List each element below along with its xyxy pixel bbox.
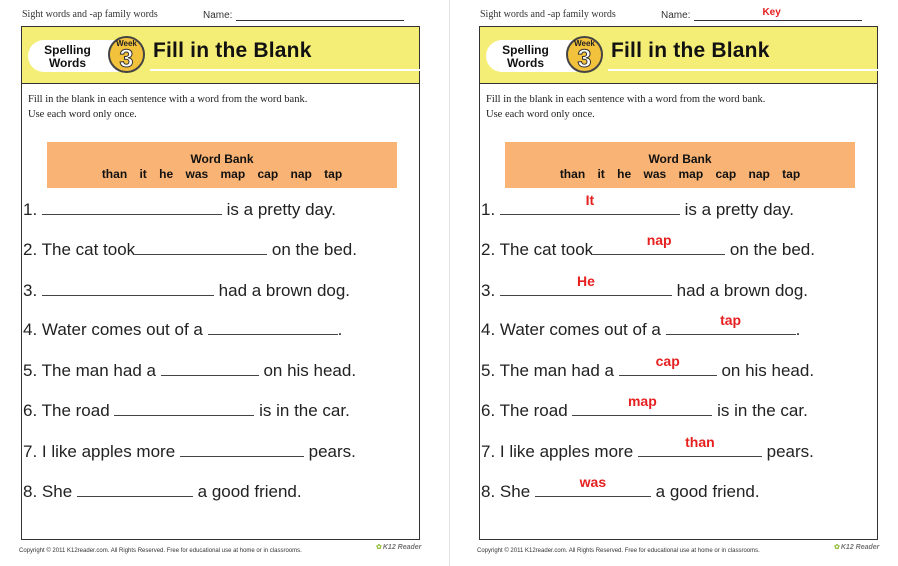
answer-blank[interactable]: [180, 442, 304, 457]
copyright-footer: Copyright © 2011 K12reader.com. All Rights Reserved. Free for educational use at home or in classrooms.: [477, 548, 760, 554]
worksheet-answer-key: [458, 0, 898, 566]
answer-text: tap: [720, 312, 742, 328]
week-number: 3: [577, 45, 592, 73]
answer-blank[interactable]: [666, 312, 796, 335]
name-line: [694, 7, 862, 21]
words-text: Words: [48, 56, 87, 70]
instructions-line-1: Fill in the blank in each sentence with a word from the word bank.: [28, 94, 308, 105]
answer-blank[interactable]: [135, 240, 267, 255]
spelling-words-label: [498, 44, 553, 70]
word-bank: [505, 142, 855, 188]
answer-text: nap: [646, 232, 672, 248]
sentence-6: 6. The road map is in the car.: [481, 393, 808, 420]
copyright-footer: Copyright © 2011 K12reader.com. All Rights Reserved. Free for educational use at home or in classrooms.: [19, 548, 302, 554]
answer-text: He: [576, 273, 595, 289]
sentence-1: 1. is a pretty day.: [23, 200, 336, 219]
answer-blank[interactable]: [593, 232, 725, 255]
word-bank-title: Word Bank: [648, 152, 712, 166]
answer-blank[interactable]: [42, 281, 214, 296]
sentence-5: 5. The man had a cap on his head.: [481, 353, 815, 380]
answer-blank[interactable]: [572, 393, 712, 416]
sentence-5: 5. The man had a on his head.: [23, 361, 357, 380]
spelling-words-label: [40, 44, 95, 70]
answer-blank[interactable]: [500, 273, 672, 296]
answer-blank[interactable]: [638, 434, 762, 457]
spelling-text: Spelling: [502, 43, 549, 57]
sentence-1: 1. It is a pretty day.: [481, 192, 794, 219]
sentence-7: 7. I like apples more than pears.: [481, 434, 814, 461]
name-label: Name:: [203, 10, 233, 21]
spelling-text: Spelling: [44, 43, 91, 57]
sentence-6: 6. The road is in the car.: [23, 401, 350, 420]
name-label: Name:: [661, 10, 691, 21]
word-bank-title: Word Bank: [190, 152, 254, 166]
sentence-7: 7. I like apples more pears.: [23, 442, 356, 461]
answer-blank[interactable]: [208, 320, 338, 335]
answer-text: cap: [655, 353, 680, 369]
title-underline: [150, 69, 420, 71]
sentence-4: 4. Water comes out of a tap .: [481, 312, 801, 339]
instructions-line-2: Use each word only once.: [28, 109, 137, 120]
sentence-8: 8. She was a good friend.: [481, 474, 760, 501]
answer-blank[interactable]: [535, 474, 651, 497]
week-label: Week: [574, 39, 595, 48]
worksheet-blank: [0, 0, 440, 566]
sentence-3: 3. had a brown dog.: [23, 281, 351, 300]
answer-text: map: [627, 393, 657, 409]
instructions: [486, 92, 765, 122]
page-divider: [449, 0, 450, 566]
week-badge: [566, 36, 603, 73]
instructions-line-1: Fill in the blank in each sentence with a word from the word bank.: [486, 94, 766, 105]
word-bank: [47, 142, 397, 188]
week-number: 3: [119, 45, 134, 73]
answer-blank[interactable]: [619, 353, 717, 376]
answer-blank[interactable]: [500, 192, 680, 215]
name-line: [236, 10, 404, 21]
k12-reader-logo: ✿K12 Reader: [834, 544, 880, 551]
page-title: Fill in the Blank: [153, 39, 312, 62]
sentence-4: 4. Water comes out of a .: [23, 320, 343, 339]
logo-mark-icon: ✿: [834, 544, 840, 551]
week-badge: [108, 36, 145, 73]
sentence-8: 8. She a good friend.: [23, 482, 302, 501]
k12-reader-logo: ✿K12 Reader: [376, 544, 422, 551]
sentence-2: 2. The cat took on the bed.: [23, 240, 357, 259]
sentence-3: 3. He had a brown dog.: [481, 273, 809, 300]
title-banner: [22, 27, 419, 84]
top-label: Sight words and -ap family words: [22, 9, 158, 20]
title-underline: [608, 69, 878, 71]
top-label: Sight words and -ap family words: [480, 9, 616, 20]
word-bank-words: than it he was map cap nap tap: [101, 167, 343, 181]
instructions: [28, 92, 307, 122]
answer-text: than: [685, 434, 715, 450]
words-text: Words: [506, 56, 545, 70]
title-banner: [480, 27, 877, 84]
answer-blank[interactable]: [77, 482, 193, 497]
sentence-2: 2. The cat took nap on the bed.: [481, 232, 815, 259]
name-area: [203, 10, 404, 21]
answer-blank[interactable]: [161, 361, 259, 376]
page-title: Fill in the Blank: [611, 39, 770, 62]
answer-text: It: [585, 192, 595, 208]
answer-text: was: [579, 474, 607, 490]
week-label: Week: [116, 39, 137, 48]
name-area: [661, 7, 862, 21]
logo-mark-icon: ✿: [376, 544, 382, 551]
answer-blank[interactable]: [42, 200, 222, 215]
key-label: Key: [762, 7, 781, 18]
instructions-line-2: Use each word only once.: [486, 109, 595, 120]
word-bank-words: than it he was map cap nap tap: [559, 167, 801, 181]
answer-blank[interactable]: [114, 401, 254, 416]
